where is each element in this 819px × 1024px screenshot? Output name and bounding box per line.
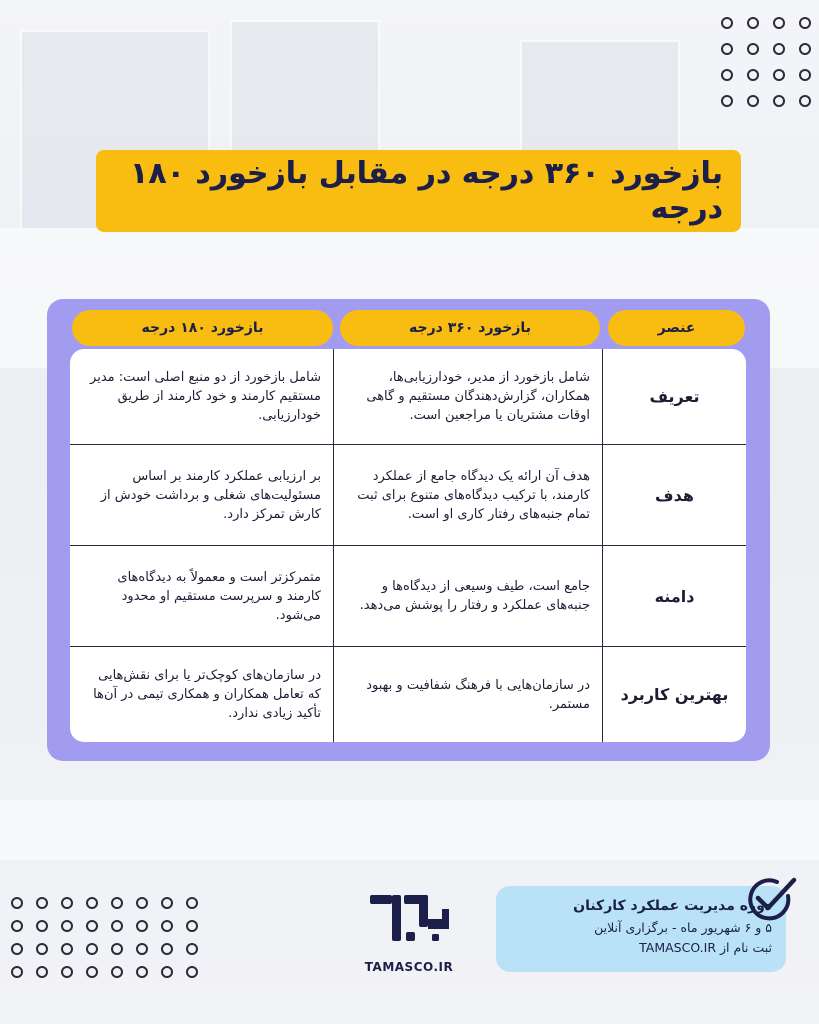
decorative-dot <box>111 966 123 978</box>
decorative-dot <box>86 920 98 932</box>
decorative-dot <box>136 920 148 932</box>
decorative-dot <box>161 943 173 955</box>
cell-180: بر ارزیابی عملکرد کارمند بر اساس مسئولیت‌های شغلی و برداشت خودش از کارش تمرکز دارد. <box>100 468 321 522</box>
decorative-dot <box>773 43 785 55</box>
cell-360: جامع است، طیف وسیعی از دیدگاه‌ها و جنبه‌های عملکرد و رفتار را پوشش می‌دهد. <box>333 546 602 646</box>
decorative-dot <box>36 920 48 932</box>
decorative-dot <box>186 966 198 978</box>
background-band <box>0 800 819 860</box>
comparison-table <box>70 349 746 742</box>
header-180: بازخورد ۱۸۰ درجه <box>72 310 333 346</box>
decorative-dot <box>11 966 23 978</box>
decorative-dot <box>111 920 123 932</box>
decorative-dot <box>111 943 123 955</box>
decorative-dot <box>86 966 98 978</box>
decorative-dot <box>61 897 73 909</box>
cell-180: در سازمان‌های کوچک‌تر یا برای نقش‌هایی که تعامل همکاران و همکاری تیمی در آن‌ها تأکید زیادی ندارد. <box>93 668 321 721</box>
row-label: دامنه <box>602 546 746 646</box>
decorative-dot <box>136 943 148 955</box>
decorative-dot <box>186 943 198 955</box>
header-element: عنصر <box>608 310 745 346</box>
dot-grid-bottom <box>11 897 198 978</box>
decorative-dot <box>799 17 811 29</box>
promo-title: دوره مدیریت عملکرد کارکنان <box>573 898 772 914</box>
decorative-dot <box>721 95 733 107</box>
decorative-dot <box>799 95 811 107</box>
check-circle-icon <box>744 874 798 924</box>
decorative-dot <box>161 897 173 909</box>
background-window <box>230 20 380 160</box>
decorative-dot <box>61 943 73 955</box>
page-title <box>96 156 741 226</box>
decorative-dot <box>747 43 759 55</box>
cell-180: متمرکزتر است و معمولاً به دیدگاه‌های کارمند و سرپرست مستقیم او محدود می‌شود. <box>117 569 321 623</box>
cell-360: هدف آن ارائه یک دیدگاه جامع از عملکرد کارمند، با ترکیب دیدگاه‌های متنوع برای ثبت تمام جنبه‌های رفتار کاری او است. <box>333 445 602 545</box>
decorative-dot <box>161 920 173 932</box>
decorative-dot <box>11 920 23 932</box>
decorative-dot <box>36 897 48 909</box>
decorative-dot <box>136 897 148 909</box>
dot-grid-top <box>721 17 811 107</box>
decorative-dot <box>773 69 785 81</box>
decorative-dot <box>86 943 98 955</box>
row-label: بهترین کاربرد <box>602 647 746 742</box>
decorative-dot <box>11 943 23 955</box>
decorative-dot <box>36 966 48 978</box>
cell-360: شامل بازخورد از مدیر، خودارزیابی‌ها، همکاران، گزارش‌دهندگان مستقیم و گاهی اوقات مشتریان یا مراجعین است. <box>333 349 602 444</box>
promo-register: ثبت نام از TAMASCO.IR <box>639 940 772 955</box>
decorative-dot <box>721 69 733 81</box>
decorative-dot <box>186 897 198 909</box>
table-row <box>70 349 746 444</box>
decorative-dot <box>747 69 759 81</box>
tamasco-logo-icon[interactable] <box>368 893 450 945</box>
decorative-dot <box>86 897 98 909</box>
decorative-dot <box>721 43 733 55</box>
decorative-dot <box>11 897 23 909</box>
page-title-text: بازخورد ۳۶۰ درجه در مقابل بازخورد ۱۸۰ درجه <box>96 150 741 232</box>
decorative-dot <box>799 69 811 81</box>
cell-360: در سازمان‌هایی با فرهنگ شفافیت و بهبود مستمر. <box>333 647 602 742</box>
row-label: تعریف <box>602 349 746 444</box>
decorative-dot <box>36 943 48 955</box>
promo-card[interactable] <box>496 886 786 972</box>
decorative-dot <box>799 43 811 55</box>
background-window <box>520 40 680 160</box>
decorative-dot <box>161 966 173 978</box>
decorative-dot <box>747 17 759 29</box>
decorative-dot <box>111 897 123 909</box>
table-row <box>70 444 746 545</box>
decorative-dot <box>61 920 73 932</box>
decorative-dot <box>721 17 733 29</box>
header-360: بازخورد ۳۶۰ درجه <box>340 310 600 346</box>
decorative-dot <box>773 17 785 29</box>
decorative-dot <box>747 95 759 107</box>
decorative-dot <box>186 920 198 932</box>
logo-text[interactable]: TAMASCO.IR <box>364 960 454 974</box>
row-label: هدف <box>602 445 746 545</box>
decorative-dot <box>773 95 785 107</box>
table-row <box>70 545 746 646</box>
decorative-dot <box>61 966 73 978</box>
promo-dates: ۵ و ۶ شهریور ماه - برگزاری آنلاین <box>594 920 772 935</box>
table-row <box>70 646 746 742</box>
cell-180: شامل بازخورد از دو منبع اصلی است: مدیر مستقیم کارمند و خود کارمند از طریق خودارزیابی. <box>90 370 321 423</box>
decorative-dot <box>136 966 148 978</box>
